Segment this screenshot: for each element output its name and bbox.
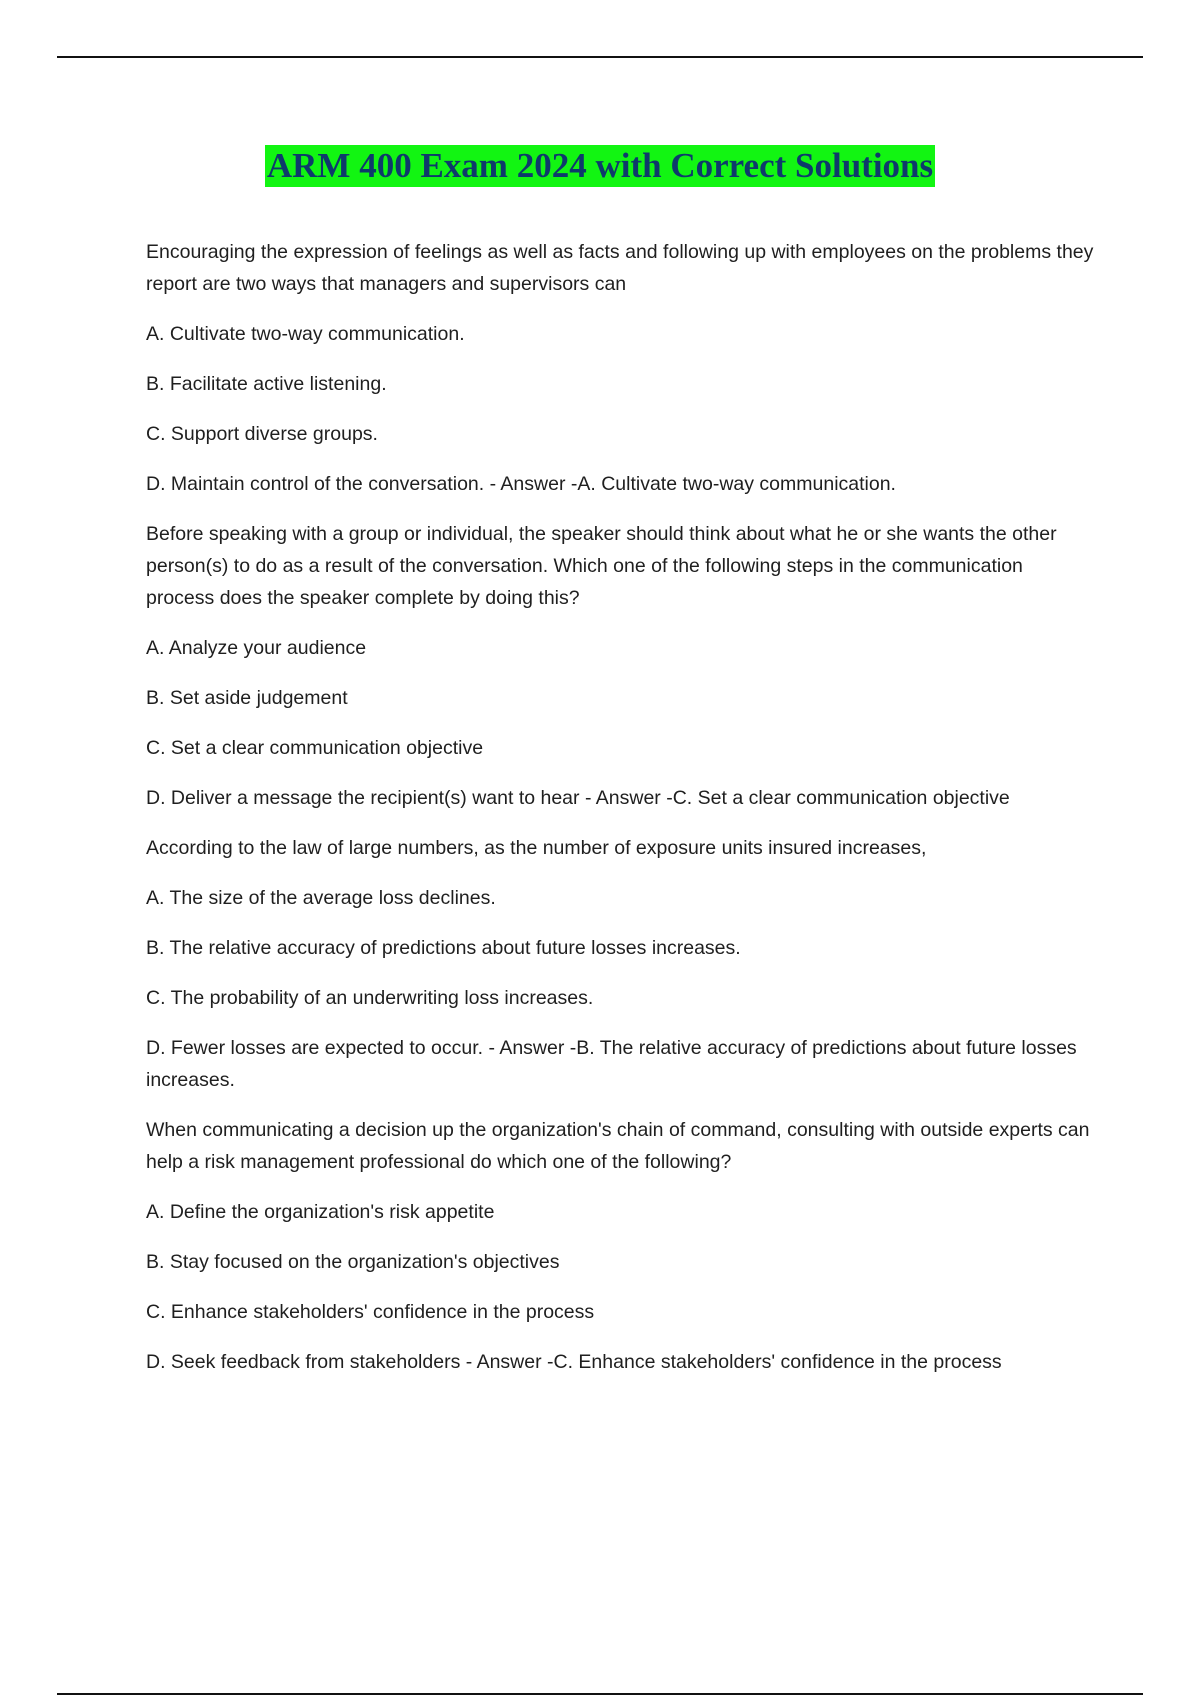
answer-option: C. Support diverse groups.	[146, 423, 378, 445]
question-block	[146, 236, 1096, 500]
answer-option: B. Stay focused on the organization's objectives	[146, 1251, 560, 1273]
answer-option: B. Set aside judgement	[146, 687, 348, 709]
answer-option: C. Set a clear communication objective	[146, 737, 484, 759]
bottom-divider	[57, 1693, 1143, 1695]
question-stem: When communicating a decision up the organization's chain of command, consulting with outside experts can help a risk management professional do which one of the following?	[146, 1119, 1090, 1173]
question-stem: Before speaking with a group or individual, the speaker should think about what he or she wants the other person(s) to do as a result of the conversation. Which one of the following steps in the communication process does the speaker complete by doing this?	[146, 523, 1057, 609]
question-stem: Encouraging the expression of feelings as well as facts and following up with employees on the problems they report are two ways that managers and supervisors can	[146, 241, 1094, 295]
answer-option: A. Analyze your audience	[146, 637, 367, 659]
title-container	[0, 145, 1200, 187]
answer-option: B. The relative accuracy of predictions about future losses increases.	[146, 937, 741, 959]
answer-option: B. Facilitate active listening.	[146, 373, 387, 395]
answer-option: A. Define the organization's risk appetite	[146, 1201, 495, 1223]
answer-option-with-answer: D. Seek feedback from stakeholders - Answer -C. Enhance stakeholders' confidence in the process	[146, 1351, 1002, 1373]
answer-option: C. The probability of an underwriting loss increases.	[146, 987, 594, 1009]
question-block	[146, 518, 1096, 814]
question-block	[146, 1114, 1096, 1378]
answer-option: A. Cultivate two-way communication.	[146, 323, 465, 345]
answer-option-with-answer: D. Maintain control of the conversation. - Answer -A. Cultivate two-way communication.	[146, 473, 896, 495]
top-divider	[57, 56, 1143, 58]
document-body	[146, 236, 1096, 1396]
answer-option-with-answer: D. Deliver a message the recipient(s) want to hear - Answer -C. Set a clear communication objective	[146, 787, 1010, 809]
answer-option-with-answer: D. Fewer losses are expected to occur. - Answer -B. The relative accuracy of predictions about future losses increases.	[146, 1037, 1077, 1091]
page-title: ARM 400 Exam 2024 with Correct Solutions	[266, 146, 934, 185]
question-stem: According to the law of large numbers, as the number of exposure units insured increases,	[146, 837, 927, 859]
question-block	[146, 832, 1096, 1096]
answer-option: C. Enhance stakeholders' confidence in the process	[146, 1301, 595, 1323]
answer-option: A. The size of the average loss declines.	[146, 887, 496, 909]
